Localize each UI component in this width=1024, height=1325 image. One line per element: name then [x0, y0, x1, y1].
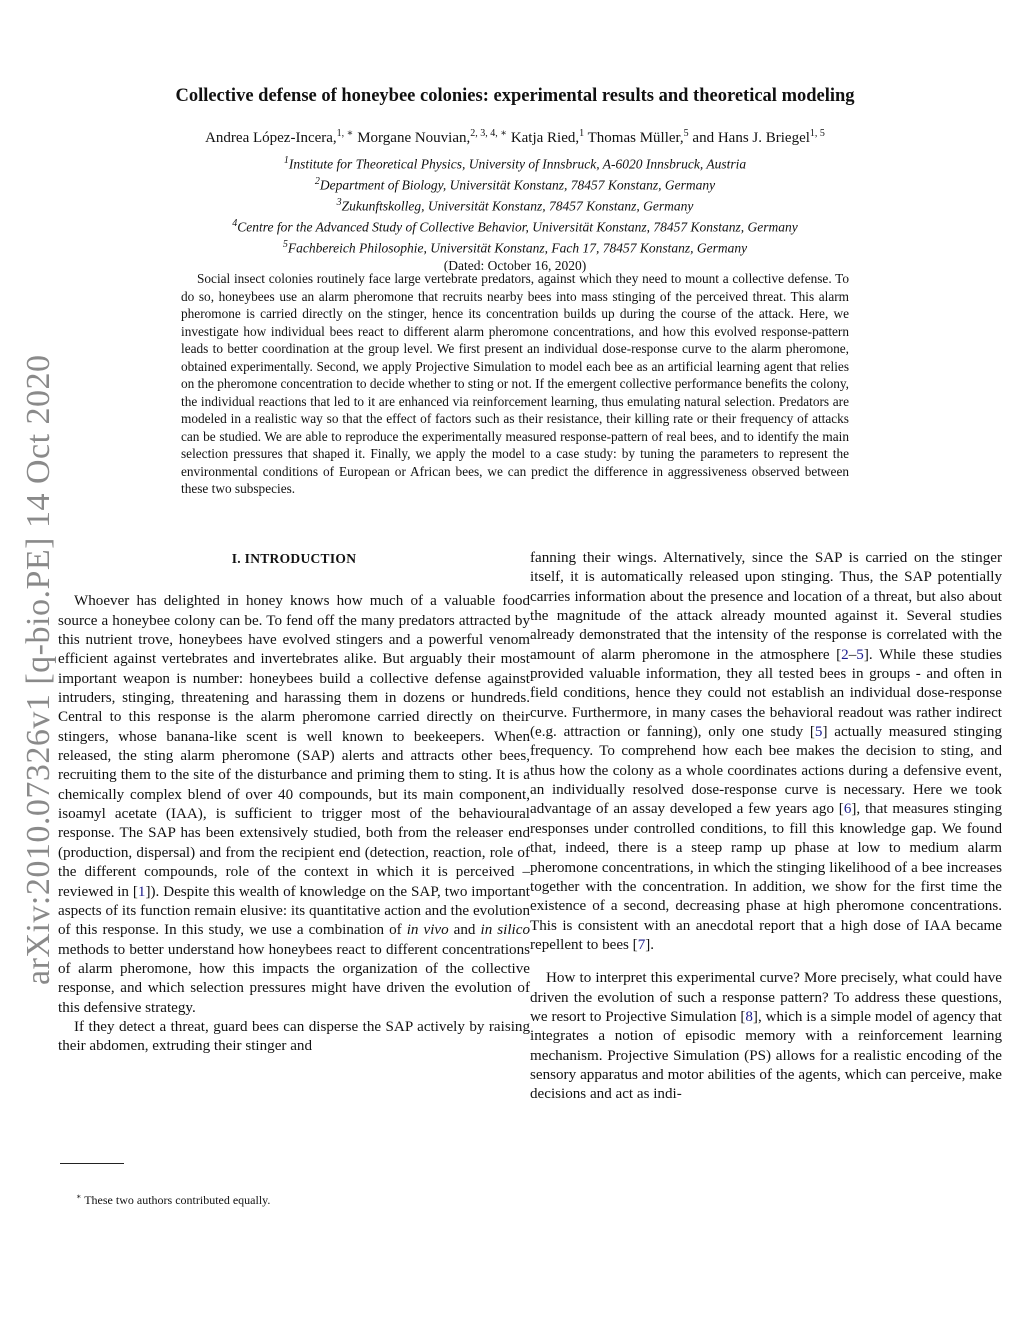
author-affiliation-mark: 1	[579, 128, 585, 139]
paragraph-text: and	[448, 922, 481, 939]
left-column	[58, 548, 530, 1057]
citation-link[interactable]: 1	[137, 883, 146, 900]
affiliation-number: 5	[282, 239, 288, 251]
footnote	[76, 1192, 270, 1208]
affiliation-text: Fachbereich Philosophie, Universität Konstanz, Fach 17, 78457 Konstanz, Germany	[287, 240, 748, 256]
author-name: and Hans J. Briegel	[688, 130, 810, 146]
paragraph-text: ], which is a simple model of agency that integrates a notion of episodic memory with a reinforcement learning mechanism. Projective Simulation (PS) allows for a realistic encoding of the sensory apparatus and motor abilities of the agents, which can perceive, make decisions and act as indi-	[530, 1008, 1003, 1103]
abstract: Social insect colonies routinely face large vertebrate predators, against which they need to mount a collective defense. To do so, honeybees use an alarm pheromone that recruits nearby bees into mass stinging of the perceived threat. This alarm pheromone is carried directly on the stinger, hence its concentration builds up during the course of the attack. Here, we investigate how individual bees react to different alarm pheromone concentrations, and how this evolved response-pattern leads to better coordination at the group level. We first present an individual dose-response curve to the alarm pheromone, obtained experimentally. Second, we apply Projective Simulation to model each bee as an artificial learning agent that relies on the pheromone concentration to decide whether to sting or not. If the emergent collective performance benefits the colony, the individual reactions that led to it are enhanced via reinforcement learning, thus emulating natural selection. Predators are modeled in a realistic way so that the effect of factors such as their resistance, their killing rate or their frequency of attacks can be studied. We are able to reproduce the experimentally measured response-pattern of real bees, and to identify the main selection pressures that shaped it. Finally, we apply the model to a case study: by tuning the parameters to represent the environmental conditions of European or African bees, we can predict the difference in aggressiveness observed between these two subspecies.	[181, 271, 849, 496]
emphasis-text: in vivo	[406, 922, 449, 939]
author-name: Thomas Müller,	[584, 130, 684, 146]
paper-title: Collective defense of honeybee colonies: experimental results and theoretical modeling	[175, 86, 855, 106]
date-line: (Dated: October 16, 2020)	[443, 258, 587, 274]
author-name: Morgane Nouvian,	[353, 130, 471, 146]
affiliation	[120, 173, 910, 194]
citation-link[interactable]: 2	[841, 646, 849, 663]
paragraph-text: methods to better understand how honeybees react to different concentrations of alarm pheromone, how this impacts the organization of the collective response, and which selection pressures might have driven the evolution of this defensive strategy.	[58, 941, 530, 1016]
footnote-mark: ∗	[76, 1192, 82, 1201]
affiliation	[120, 152, 910, 173]
paragraph: If they detect a threat, guard bees can disperse the SAP actively by raising their abdomen, extruding their stinger and	[58, 1018, 530, 1055]
citation-link[interactable]: 8	[745, 1008, 753, 1025]
author-affiliation-mark: 5	[683, 128, 689, 139]
section-heading: I. INTRODUCTION	[231, 551, 357, 566]
paragraph-text: ].	[645, 936, 655, 953]
author-list	[120, 128, 910, 147]
paragraph	[58, 592, 530, 1018]
paragraph	[530, 969, 1002, 1104]
affiliation-text: Centre for the Advanced Study of Collective Behavior, Universität Konstanz, 78457 Konstanz, Germany	[237, 219, 798, 235]
affiliation-number: 2	[314, 176, 320, 188]
affiliation	[120, 215, 910, 236]
paragraph-text: ]). Despite this wealth of knowledge on the SAP, two important aspects of its function remain elusive: its quantitative action and the evolution of this response. In this study, we use a combination of	[58, 883, 530, 939]
footnote-text: These two authors contributed equally.	[81, 1193, 271, 1207]
paragraph-text: ], that measures stinging responses under controlled conditions, to fill this knowledge gap. We found that, indeed, there is a steep ramp up phase at low to medium alarm pheromone concentrations, in which the stinging likelihood of a bee increases together with the concentration. In addition, we show for the first time the existence of a second, decreasing phase at high pheromone concentrations. This is consistent with an anecdotal report that a high dose of IAA became repellent to bees [	[530, 801, 1003, 953]
citation-link[interactable]: 5	[814, 724, 823, 741]
affiliation	[120, 236, 910, 257]
affiliation-number: 3	[336, 197, 342, 209]
citation-link[interactable]: 6	[843, 801, 852, 818]
affiliation	[120, 194, 910, 215]
paragraph-text: ]. While these studies provided valuable information, they all tested bees in groups - and often in field conditions, hence they could not establish an individual dose-response curve. Furthermore, in many cases the behavioral readout was rather indirect (e.g. attraction or fanning), only one study [	[530, 646, 1002, 741]
author-affiliation-mark: 1, ∗	[336, 128, 354, 139]
affiliation-text: Institute for Theoretical Physics, University of Innsbruck, A-6020 Innsbruck, Austria	[288, 156, 747, 172]
arxiv-identifier: arXiv:2010.07326v1 [q-bio.PE] 14 Oct 2020	[20, 354, 57, 985]
author-affiliation-mark: 2, 3, 4, ∗	[470, 128, 508, 139]
paragraph-text: ] actually measured stinging frequency. To comprehend how each bee makes the decision to sting, and thus how the colony as a whole coordinates actions during a defensive event, an individually resolved dose-response curve is necessary. Here we took advantage of an assay developed a few years ago [	[530, 724, 1002, 818]
author-name: Katja Ried,	[507, 130, 580, 146]
paragraph-text: –	[848, 646, 857, 663]
citation-link[interactable]: 7	[637, 936, 646, 953]
citation-link[interactable]: 5	[856, 646, 864, 663]
paragraph	[530, 549, 1002, 955]
paragraph-text: How to interpret this experimental curve? More precisely, what could have driven the evolution of such a response pattern? To address these questions, we resort to Projective Simulation [	[530, 970, 1002, 1025]
author-name: Andrea López-Incera,	[205, 130, 337, 146]
affiliation-text: Department of Biology, Universität Konstanz, 78457 Konstanz, Germany	[319, 177, 716, 193]
footnote-rule	[60, 1163, 124, 1164]
affiliation-text: Zukunftskolleg, Universität Konstanz, 78457 Konstanz, Germany	[341, 198, 694, 214]
author-affiliation-mark: 1, 5	[809, 128, 825, 139]
right-column	[530, 549, 1002, 1105]
affiliation-number: 4	[232, 218, 238, 230]
affiliation-number: 1	[283, 155, 289, 166]
paragraph-text: Whoever has delighted in honey knows how much of a valuable food source a honeybee colony can be. To fend off the many predators attracted by this nutrient trove, honeybees have evolved stingers and a powerful venom efficient against vertebrates and invertebrates alike. But arguably their most important weapon is number: honeybees build a collective defense against intruders, stinging, threatening and harassing them in dozens or hundreds. Central to this response is the alarm pheromone carried directly on their stingers, whose banana-like scent is well known to beekeepers. When released, the sting alarm pheromone (SAP) alerts and attracts other bees, recruiting them to the site of the disturbance and priming them to sting. It is a chemically complex blend of over 40 compounds, but its main component, isoamyl acetate (IAA), is sufficient to trigger most of the behavioural response. The SAP has been extensively studied, both from the releaser end (production, dispersal) and from the recipient end (detection, reaction, role of the different compounds, role of the context in which it is perceived – reviewed in [	[58, 593, 530, 900]
emphasis-text: in silico	[480, 922, 530, 939]
affiliation-list	[120, 152, 910, 275]
paragraph-text: fanning their wings. Alternatively, since the SAP is carried on the stinger itself, it is automatically released upon stinging. Thus, the SAP potentially carries information about the presence and location of a threat, but also about the magnitude of the attack already mounted against it. Several studies already demonstrated that the intensity of the response is correlated with the amount of alarm pheromone in the atmosphere [	[530, 550, 1002, 663]
